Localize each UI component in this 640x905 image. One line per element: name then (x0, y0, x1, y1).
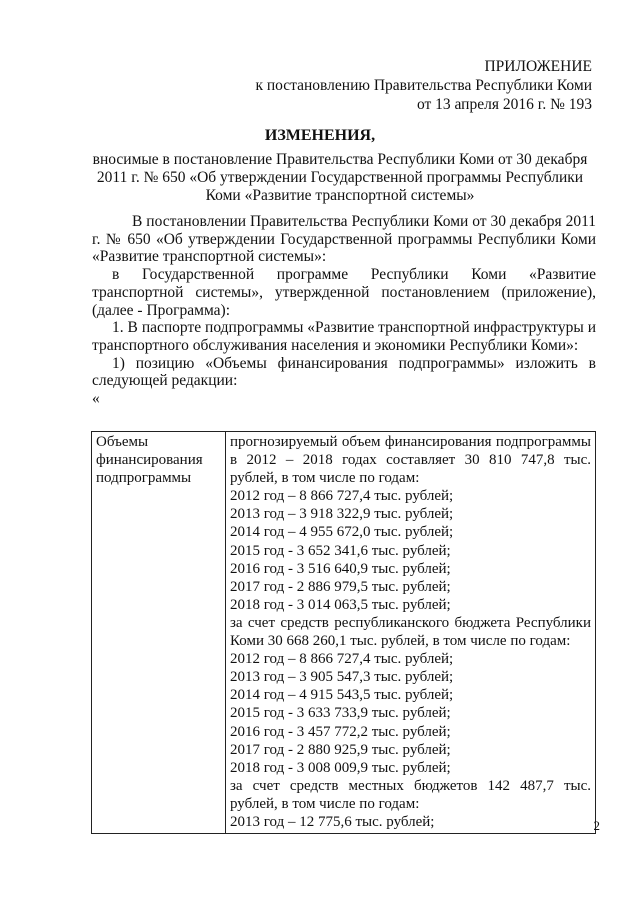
table-line: 2015 год - 3 633 733,9 тыс. рублей; (230, 705, 451, 722)
paragraph-program: в Государственной программе Республики Коми «Развитие транспортной системы», утвержденной постановлением (приложение), (далее - Программа): (92, 266, 596, 319)
table-line: 2014 год – 4 915 543,5 тыс. рублей; (230, 687, 454, 704)
financing-table (91, 431, 596, 834)
table-row (92, 432, 596, 834)
table-line: 2018 год - 3 014 063,5 тыс. рублей; (230, 596, 451, 613)
table-value-cell (226, 432, 596, 834)
appendix-header (255, 57, 592, 114)
table-line: 2015 год - 3 652 341,6 тыс. рублей; (230, 542, 451, 559)
document-body (92, 213, 596, 408)
appendix-reference: к постановлению Правительства Республики Коми (255, 77, 592, 94)
table-line: за счет средств местных бюджетов 142 487,7 тыс. рублей, в том числе по годам: (230, 777, 591, 812)
table-line: 2017 год - 2 886 979,5 тыс. рублей; (230, 578, 451, 595)
appendix-date: от 13 апреля 2016 г. № 193 (416, 96, 592, 113)
document-title: ИЗМЕНЕНИЯ, (264, 127, 376, 144)
table-line: 2017 год - 2 880 925,9 тыс. рублей; (230, 741, 451, 758)
table-line: 2018 год - 3 008 009,9 тыс. рублей; (230, 759, 451, 776)
table-line: 2016 год - 3 516 640,9 тыс. рублей; (230, 560, 451, 577)
document-subtitle: вносимые в постановление Правительства Республики Коми от 30 декабря 2011 г. № 650 «Об утверждении Государственной программы Республики Коми «Развитие транспортной системы» (92, 151, 588, 204)
table-line: 2013 год – 12 775,6 тыс. рублей; (230, 813, 435, 830)
paragraph-intro: В постановлении Правительства Республики Коми от 30 декабря 2011 г. № 650 «Об утверждении Государственной программы Республики Коми «Развитие транспортной системы»: (92, 213, 596, 266)
table-line: 2013 год – 3 905 547,3 тыс. рублей; (230, 669, 454, 686)
table-label-cell: Объемы финансирования подпрограммы (92, 432, 226, 834)
table-line: 2013 год – 3 918 322,9 тыс. рублей; (230, 506, 454, 523)
table-line: за счет средств республиканского бюджета Республики Коми 30 668 260,1 тыс. рублей, в том числе по годам: (230, 614, 591, 650)
appendix-label: ПРИЛОЖЕНИЕ (484, 58, 592, 75)
table-line: 2016 год - 3 457 772,2 тыс. рублей; (230, 723, 451, 740)
paragraph-item-1: 1. В паспорте подпрограммы «Развитие транспортной инфраструктуры и транспортного обслуживания населения и экономики Республики Коми»: (92, 319, 596, 354)
page-number: 2 (593, 818, 600, 833)
open-quote: « (92, 390, 100, 408)
paragraph-subitem-1: 1) позицию «Объемы финансирования подпрограммы» изложить в следующей редакции: (92, 354, 596, 390)
table-line: 2014 год – 4 955 672,0 тыс. рублей; (230, 524, 454, 541)
table-line: прогнозируемый объем финансирования подпрограммы в 2012 – 2018 годах составляет 30 810 747,8 тыс. рублей, в том числе по годам: (230, 434, 591, 487)
table-line: 2012 год – 8 866 727,4 тыс. рублей; (230, 488, 454, 505)
table-line: 2012 год – 8 866 727,4 тыс. рублей; (230, 651, 454, 668)
